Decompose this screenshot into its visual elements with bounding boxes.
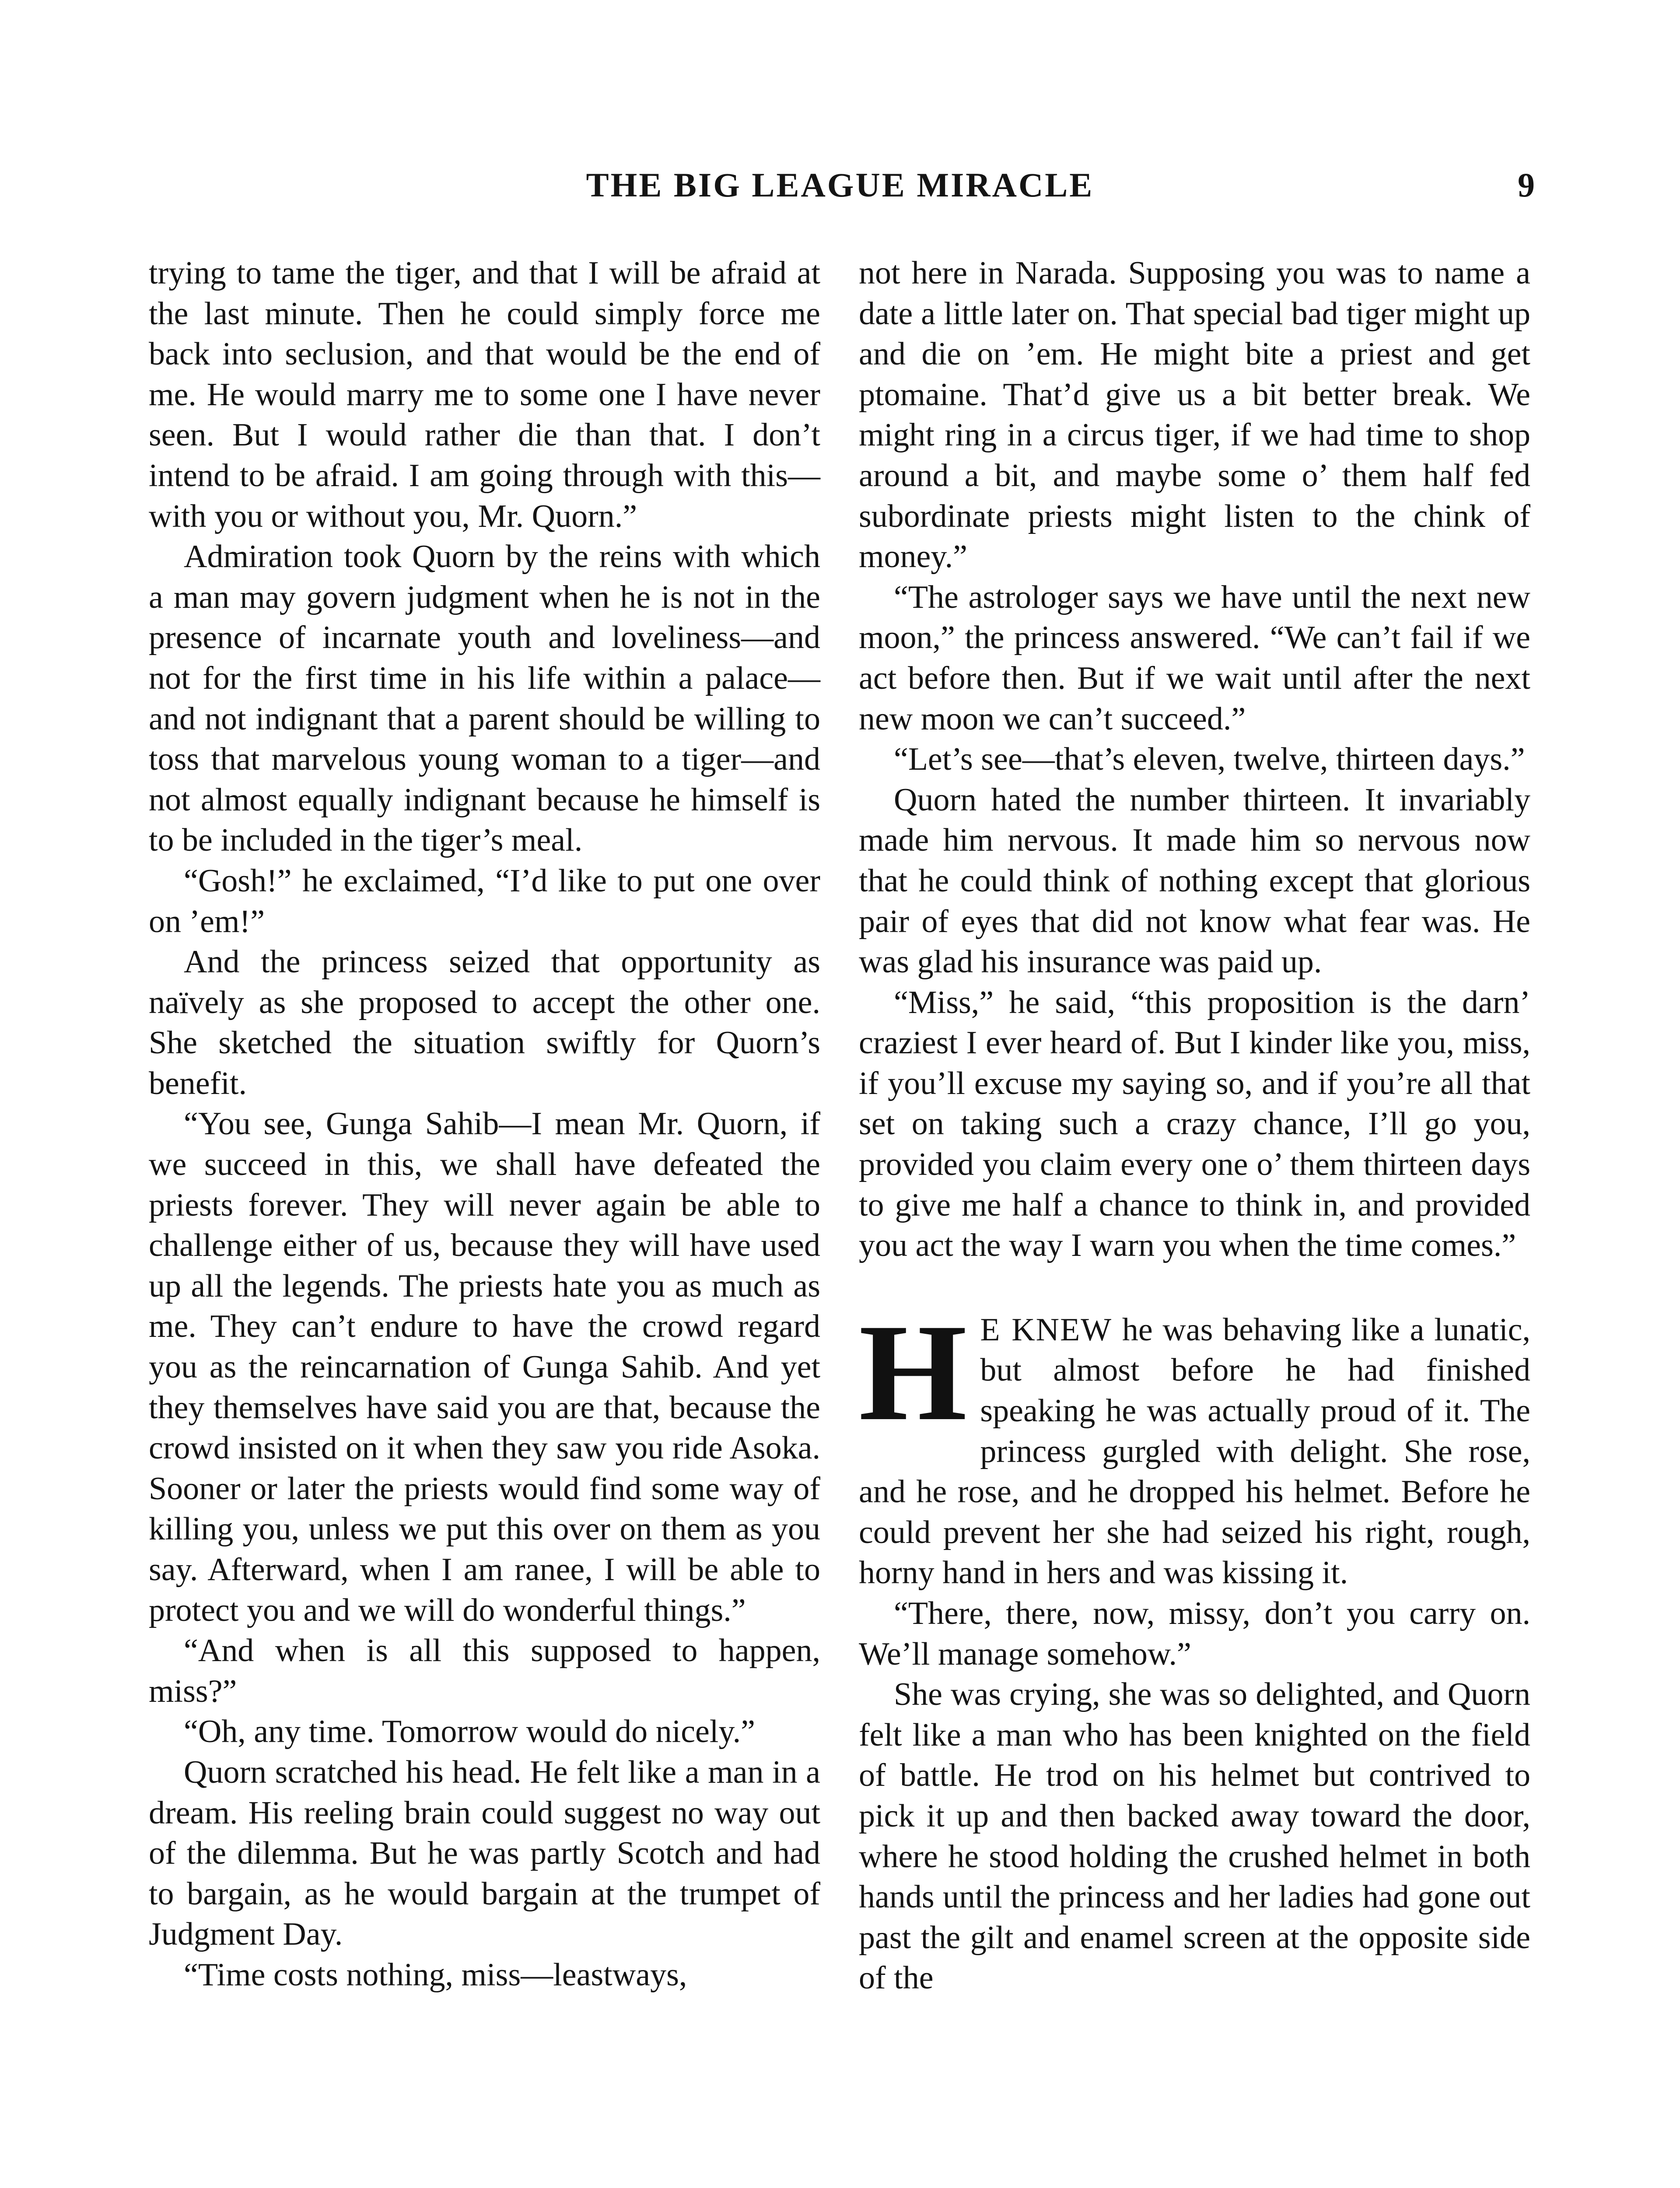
paragraph: “Time costs nothing, miss—leastways, (184, 1957, 687, 1993)
paragraph: not here in Narada. Supposing you was to name a date a little later on. That special bad tiger might up and die on ’em. He might bite a priest and get ptomaine. That’d give us a bit better break. We might ring in a circus tiger, if we had time to shop around a bit, and maybe some o’ them half fed subordinate priests might listen to the chink of money.” (859, 255, 1530, 575)
section-opening-text: he was behaving like a lunatic, but almost before he had finished speaking he was actually proud of it. The princess gurgled with delight. She rose, and he rose, and he dropped his helmet. Before he could prevent her she had seized his right, rough, horny hand in hers and was kissing it. (859, 1311, 1530, 1591)
paragraph: “You see, Gunga Sahib—I mean Mr. Quorn, if we succeed in this, we shall have defeated the priests forever. They will never again be able to challenge either of us, because they will have used up all the legends. The priests hate you as much as me. They can’t endure to have the crowd regard you as the reincarnation of Gunga Sahib. And yet they themselves have said you are that, because the crowd insisted on it when they saw you ride Asoka. Sooner or later the priests would find some way of killing you, unless we put this over on them as you say. Afterward, when I am ranee, I will be able to protect you and we will do wonderful things.” (149, 1106, 820, 1628)
paragraph: Quorn hated the number thirteen. It invariably made him nervous. It made him so nervous now that he could think of nothing except that glorious pair of eyes that did not know what fear was. He was glad his insurance was paid up. (859, 782, 1530, 980)
paragraph: “The astrologer says we have until the next new moon,” the princess answered. “We can’t fail if we act before then. But if we wait until after the next new moon we can’t succeed.” (859, 579, 1530, 737)
running-title: THE BIG LEAGUE MIRACLE (586, 166, 1094, 204)
paragraph: And the princess seized that opportunity as naïvely as she proposed to accept the other one. She sketched the situation swiftly for Quorn’s benefit. (149, 944, 820, 1101)
drop-cap: H (859, 1295, 967, 1449)
paragraph: “Oh, any time. Tomorrow would do nicely.” (184, 1714, 755, 1750)
paragraph: Admiration took Quorn by the reins with which a man may govern judgment when he is not in the presence of incarnate youth and loveliness—and not for the first time in his life within a palace—and not indignant that a parent should be willing to toss that marvelous young woman to a tiger—and not almost equally indignant because he himself is to be included in the tiger’s meal. (149, 539, 820, 859)
paragraph: “And when is all this supposed to happen, miss?” (149, 1633, 820, 1709)
paragraph: “Let’s see—that’s eleven, twelve, thirteen days.” (894, 741, 1525, 778)
page-number: 9 (1518, 166, 1535, 204)
paragraph: “Miss,” he said, “this proposition is the darn’ craziest I ever heard of. But I kinder like you, miss, if you’ll excuse my saying so, and if you’re all that set on taking such a crazy chance, I’ll go you, provided you claim every one o’ them thirteen days to give me half a chance to think in, and provided you act the way I warn you when the time comes.” (859, 984, 1530, 1264)
paragraph: “Gosh!” he exclaimed, “I’d like to put one over on ’em!” (149, 863, 820, 940)
paragraph: She was crying, she was so delighted, and Quorn felt like a man who has been knighted on the field of battle. He trod on his helmet but contrived to pick it up and then backed away toward the door, where he stood holding the crushed helmet in both hands until the princess and her ladies had gone out past the gilt and enamel screen at the opposite side of the (859, 1676, 1530, 1996)
left-column (149, 253, 820, 1995)
right-column (859, 253, 1530, 1999)
running-head (0, 165, 1680, 209)
paragraph: trying to tame the tiger, and that I will be afraid at the last minute. Then he could simply force me back into seclusion, and that would be the end of me. He would marry me to some one I have never seen. But I would rather die than that. I don’t intend to be afraid. I am going through with this—with you or without you, Mr. Quorn.” (149, 255, 820, 534)
section-lead-words: E KNEW (980, 1311, 1113, 1348)
paragraph: “There, there, now, missy, don’t you carry on. We’ll manage somehow.” (859, 1595, 1530, 1672)
paragraph: Quorn scratched his head. He felt like a man in a dream. His reeling brain could suggest no way out of the dilemma. But he was partly Scotch and had to bargain, as he would bargain at the trumpet of Judgment Day. (149, 1754, 820, 1953)
section-opening-paragraph (859, 1295, 1530, 1593)
